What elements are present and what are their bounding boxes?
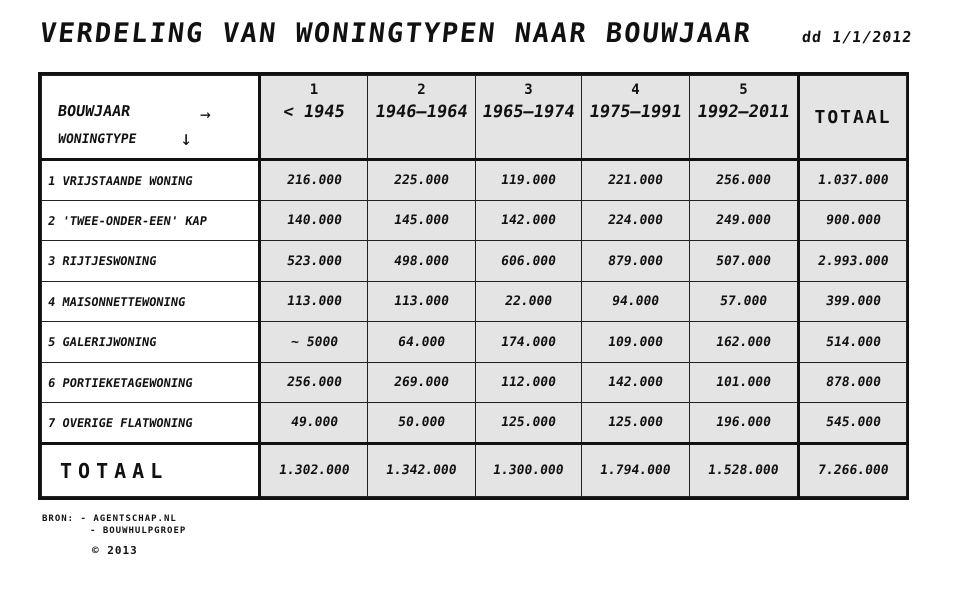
- total-header: TOTAAL: [814, 106, 892, 128]
- table-cell: 145.000: [368, 201, 476, 241]
- table-row: [42, 403, 907, 444]
- table-cell: 249.000: [690, 201, 799, 241]
- row-label: 6 PORTIEKETAGEWONING: [42, 363, 260, 403]
- table-cell: 221.000: [582, 160, 690, 201]
- column-period: 1965–1974: [481, 102, 576, 122]
- column-header-3: [476, 76, 582, 160]
- table-cell: 101.000: [690, 363, 799, 403]
- table-cell: 256.000: [260, 363, 368, 403]
- corner-bouwjaar-label: BOUWJAAR: [56, 102, 132, 120]
- total-cell: 1.300.000: [476, 444, 582, 497]
- column-header-5: [690, 76, 799, 160]
- column-header-1: [260, 76, 368, 160]
- table-cell: 140.000: [260, 201, 368, 241]
- total-cell: 1.302.000: [260, 444, 368, 497]
- row-label: 2 'TWEE-ONDER-EEN' KAP: [42, 201, 260, 241]
- table-row: [42, 160, 907, 201]
- table-cell: 196.000: [690, 403, 799, 444]
- table-row: [42, 201, 907, 241]
- table-cell: 174.000: [476, 322, 582, 363]
- table-cell: 125.000: [476, 403, 582, 444]
- table-cell: 94.000: [582, 282, 690, 322]
- table-cell: 162.000: [690, 322, 799, 363]
- row-label: 7 OVERIGE FLATWONING: [42, 403, 260, 444]
- table-cell: 125.000: [582, 403, 690, 444]
- table-cell: 50.000: [368, 403, 476, 444]
- corner-cell: [42, 76, 260, 160]
- row-label: 5 GALERIJWONING: [42, 322, 260, 363]
- table-cell: 22.000: [476, 282, 582, 322]
- table-cell: 523.000: [260, 241, 368, 282]
- row-label: 4 MAISONNETTEWONING: [42, 282, 260, 322]
- table-cell: 142.000: [476, 201, 582, 241]
- column-header-2: [368, 76, 476, 160]
- housing-table: [38, 72, 909, 500]
- table-cell: 269.000: [368, 363, 476, 403]
- column-period: 1992–2011: [696, 102, 791, 122]
- column-header-4: [582, 76, 690, 160]
- column-index: 4: [631, 82, 640, 98]
- total-row-label: TOTAAL: [42, 444, 260, 497]
- row-total-cell: 514.000: [799, 322, 907, 363]
- table-cell: 49.000: [260, 403, 368, 444]
- source-note: [42, 513, 186, 537]
- row-total-cell: 1.037.000: [799, 160, 907, 201]
- column-header-total: [799, 76, 907, 160]
- table-row: [42, 322, 907, 363]
- table-cell: ~ 5000: [260, 322, 368, 363]
- row-label: 1 VRIJSTAANDE WONING: [42, 160, 260, 201]
- header-row: [42, 76, 907, 160]
- table-cell: 879.000: [582, 241, 690, 282]
- row-total-cell: 900.000: [799, 201, 907, 241]
- corner-woningtype-label: WONINGTYPE: [56, 132, 138, 147]
- total-cell: 1.794.000: [582, 444, 690, 497]
- table-cell: 113.000: [368, 282, 476, 322]
- row-label: 3 RIJTJESWONING: [42, 241, 260, 282]
- data-table: [41, 75, 907, 497]
- table-cell: 64.000: [368, 322, 476, 363]
- page-title: VERDELING VAN WONINGTYPEN NAAR BOUWJAAR: [38, 18, 754, 49]
- table-cell: 507.000: [690, 241, 799, 282]
- grand-total-cell: 7.266.000: [799, 444, 907, 497]
- table-cell: 224.000: [582, 201, 690, 241]
- total-cell: 1.342.000: [368, 444, 476, 497]
- table-cell: 256.000: [690, 160, 799, 201]
- table-row: [42, 363, 907, 403]
- total-cell: 1.528.000: [690, 444, 799, 497]
- column-period: 1975–1991: [588, 102, 683, 122]
- column-period: < 1945: [281, 102, 347, 122]
- row-total-cell: 545.000: [799, 403, 907, 444]
- row-total-cell: 399.000: [799, 282, 907, 322]
- column-period: 1946–1964: [374, 102, 469, 122]
- table-cell: 109.000: [582, 322, 690, 363]
- row-total-cell: 878.000: [799, 363, 907, 403]
- arrow-down-icon: ↓: [180, 126, 193, 150]
- table-cell: 57.000: [690, 282, 799, 322]
- table-cell: 112.000: [476, 363, 582, 403]
- table-cell: 119.000: [476, 160, 582, 201]
- table-cell: 113.000: [260, 282, 368, 322]
- column-index: 2: [417, 82, 426, 98]
- total-row: [42, 444, 907, 497]
- arrow-right-icon: →: [200, 104, 211, 125]
- copyright-label: © 2013: [92, 544, 138, 557]
- table-cell: 142.000: [582, 363, 690, 403]
- table-row: [42, 282, 907, 322]
- table-cell: 498.000: [368, 241, 476, 282]
- column-index: 1: [309, 82, 319, 98]
- source-line-1: BRON: - AGENTSCHAP.NL: [42, 514, 177, 524]
- table-cell: 225.000: [368, 160, 476, 201]
- column-index: 3: [524, 82, 533, 98]
- column-index: 5: [739, 82, 748, 98]
- table-cell: 606.000: [476, 241, 582, 282]
- row-total-cell: 2.993.000: [799, 241, 907, 282]
- date-label: dd 1/1/2012: [801, 28, 914, 46]
- source-line-2: - BOUWHULPGROEP: [90, 526, 187, 536]
- table-row: [42, 241, 907, 282]
- table-cell: 216.000: [260, 160, 368, 201]
